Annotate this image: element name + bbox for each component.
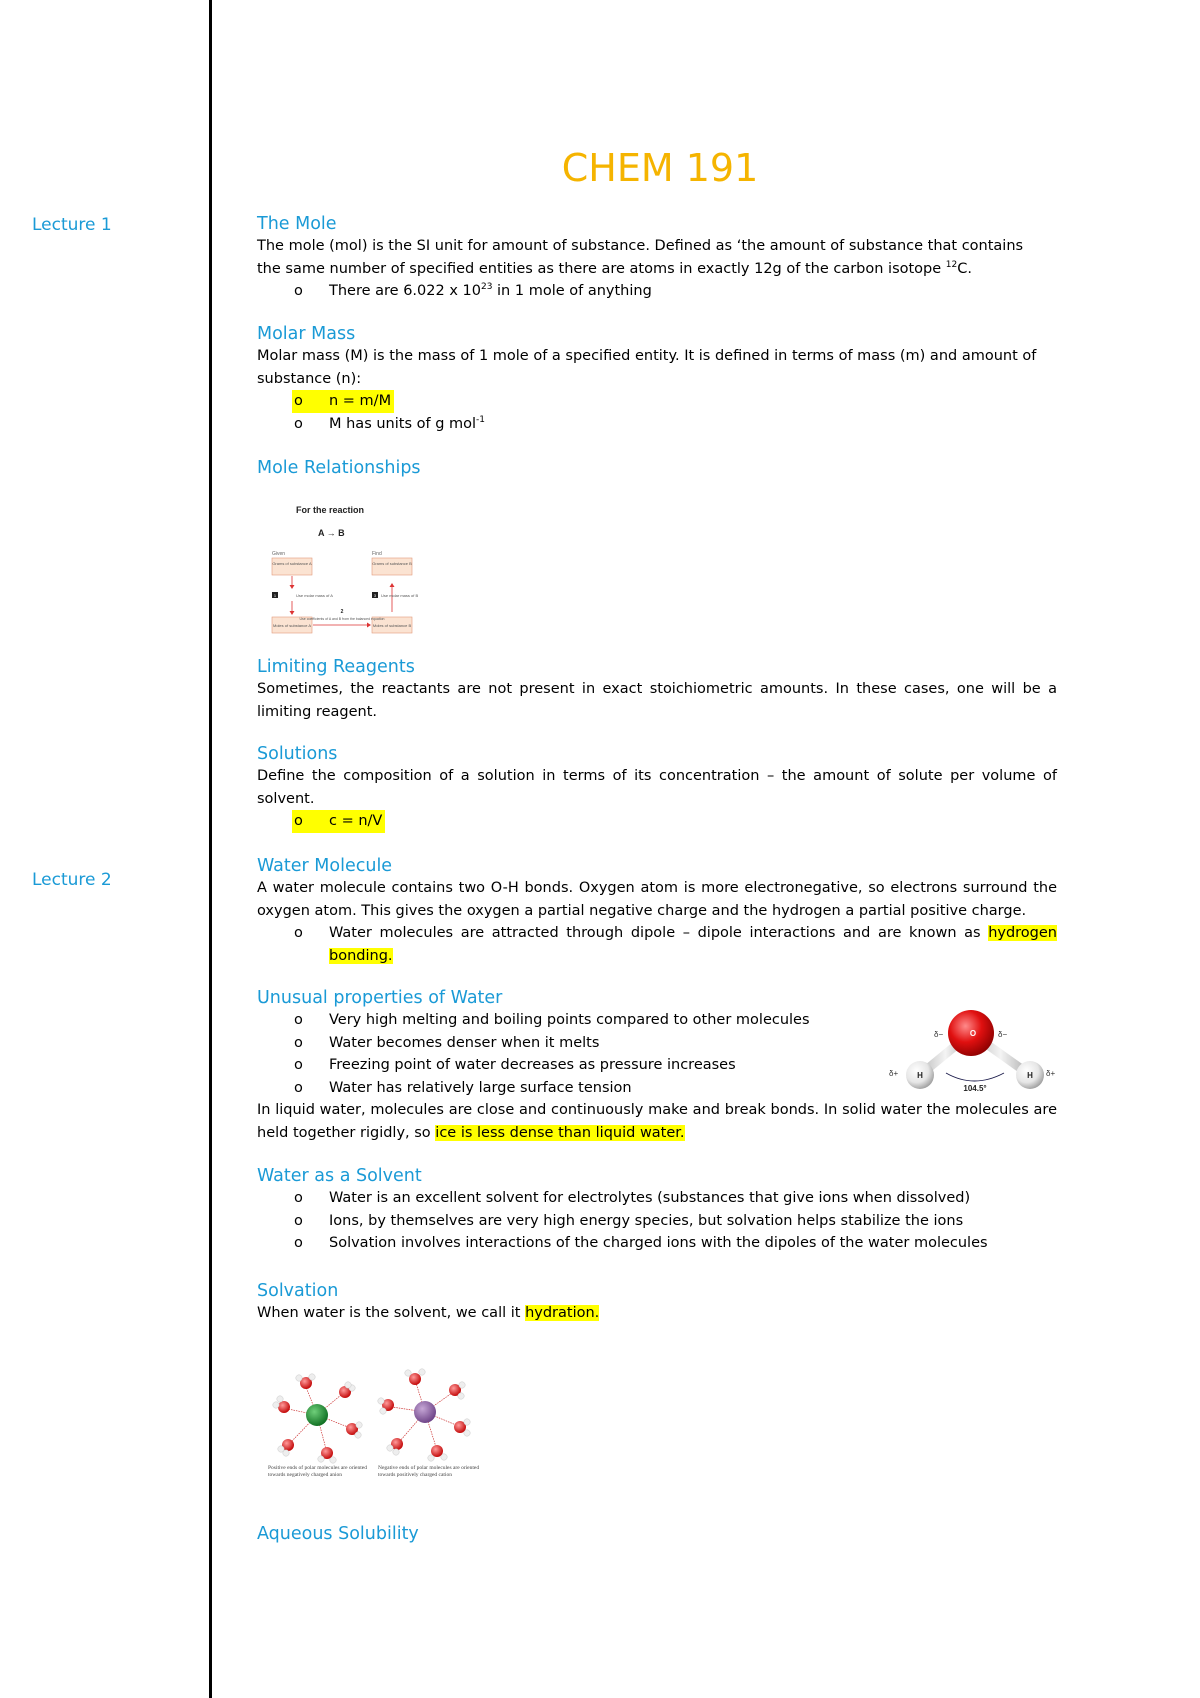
solvent-bullet-text: Ions, by themselves are very high energy species, but solvation helps stabilize the ions [329,1212,964,1229]
section-mole-relationships [257,457,1057,479]
diagram-reaction: A → B [318,528,345,538]
bullet-marker: o [294,1012,303,1028]
solvation-diagram [266,1365,488,1495]
diagram-title: For the reaction [296,505,365,515]
section-solutions [257,743,1057,833]
mole-text-line2 [257,258,1057,281]
hydrogen-label-left: H [917,1071,923,1080]
formula-n-m-m: n = m/M [329,393,392,409]
water-molecule-icon [449,1382,465,1399]
heading-limiting-reagents: Limiting Reagents [257,657,415,677]
molar-mass-text: Molar mass (M) is the mass of 1 mole of a specified entity. It is defined in terms of mass (m) and amount of substance (n): [257,348,1037,387]
avogadro-exponent: 23 [480,282,493,293]
solvation-caption-right-wrap [378,1465,482,1495]
water-molecule-icon [454,1419,470,1436]
solvent-bullet [257,1210,1057,1233]
step-mid-label: Use coefficients of A and B from the balanced equation [299,617,385,621]
solvation-text-a: When water is the solvent, we call it [257,1305,526,1321]
mole-relationships-diagram [266,500,426,635]
units-text: M has units of g mol [329,415,477,432]
unusual-bullet-text: Very high melting and boiling points compared to other molecules [329,1012,810,1028]
water-molecule-icon [428,1445,447,1461]
mole-text-line2-a: the same number of specified entities as there are atoms in exactly 12g of the carbon isotope [257,260,946,277]
delta-plus-left: δ+ [889,1069,899,1078]
section-aqueous-solubility [257,1523,1057,1545]
solvation-caption-right: Negative ends of polar molecules are oriented towards positively charged cation [378,1465,480,1478]
box-grams-a-label: Grams of substance A [272,561,312,566]
heading-the-mole: The Mole [257,214,337,234]
solvation-caption-left: Positive ends of polar molecules are oriented towards negatively charged anion [268,1465,367,1478]
box-grams-b-label: Grams of substance B [372,561,412,566]
unusual-bullet-text: Water becomes denser when it melts [329,1034,600,1051]
avogadro-text-b: in 1 mole of anything [492,283,652,299]
water-molecule-icon [318,1447,336,1463]
page-title: CHEM 191 [561,146,759,190]
bullet-marker: o [294,813,303,829]
heading-solvation: Solvation [257,1281,339,1301]
section-water-molecule [257,855,1057,967]
unusual-bullet-text: Freezing point of water decreases as pressure increases [329,1057,736,1073]
bullet-marker: o [294,1034,303,1051]
hydrogen-bonding-highlight: hydrogen bonding. [329,925,1057,964]
arrow-a-head [290,585,295,589]
water-molecule-icon [339,1382,355,1398]
unusual-text-a: In liquid water, molecules are close and continuously make and break bonds. In solid water the molecules are held together rigidly, so [257,1102,1057,1141]
angle-arc [946,1073,1004,1081]
margin-divider-line [209,0,212,1698]
bullet-marker: o [294,1235,303,1251]
mole-bullet [257,280,1057,303]
delta-minus-right: δ− [998,1030,1008,1039]
hydrogen-label-right: H [1027,1071,1033,1080]
water-molecule-diagram [884,1003,1064,1095]
step-mid-number: 2 [340,609,344,615]
heading-water-solvent: Water as a Solvent [257,1166,422,1186]
water-molecule-icon [405,1369,425,1385]
ice-less-dense-highlight: ice is less dense than liquid water. [435,1124,685,1141]
box-moles-a-label: Moles of substance A [272,623,312,628]
lecture-2-label: Lecture 2 [32,870,112,890]
arrow-mid-head [367,623,371,628]
bullet-marker: o [294,925,303,941]
water-molecule-icon [273,1396,290,1413]
heading-unusual-properties: Unusual properties of Water [257,988,503,1008]
molar-mass-units-bullet [257,413,1057,436]
bullet-marker: o [294,393,303,409]
avogadro-text-a: There are 6.022 x 10 [329,283,481,299]
molar-mass-formula-bullet [257,390,1057,413]
heading-mole-relationships: Mole Relationships [257,458,421,478]
find-label: Find [372,551,382,557]
dipole-text: Water molecules are attracted through dipole – dipole interactions and are known as [329,925,989,941]
solvation-text [257,1302,1057,1325]
section-limiting-reagents [257,656,1057,723]
delta-minus-left: δ− [934,1030,944,1039]
step-b-label: Use molar mass of B [381,593,419,598]
solvation-caption-left-wrap [268,1465,370,1495]
bullet-marker: o [294,1079,303,1096]
cation-sphere [414,1401,436,1423]
given-label: Given [272,551,286,557]
solvent-bullet-text: Water is an excellent solvent for electrolytes (substances that give ions when dissolved) [329,1190,971,1206]
unusual-text [257,1099,1057,1144]
step-a-number: 1 [273,593,277,598]
bullet-marker: o [294,415,303,432]
water-molecule-icon [346,1422,362,1438]
step-b-number: 3 [373,593,377,598]
anion-cluster [273,1374,362,1463]
heading-water-molecule: Water Molecule [257,856,393,876]
lecture-1-label: Lecture 1 [32,215,112,235]
delta-plus-right: δ+ [1046,1069,1056,1078]
bullet-marker: o [294,1190,303,1206]
water-molecule-icon [387,1438,403,1455]
isotope-superscript: 12 [945,259,958,270]
oxygen-label: O [969,1029,977,1038]
solutions-text: Define the composition of a solution in terms of its concentration – the amount of solute per volume of solvent. [257,768,1057,807]
unusual-bullet-text: Water has relatively large surface tension [329,1079,632,1096]
water-molecule-icon [278,1439,294,1456]
section-molar-mass [257,323,1057,435]
bond-angle-label: 104.5° [963,1084,987,1093]
formula-c-n-v: c = n/V [329,813,383,829]
units-exponent: -1 [476,414,486,425]
arrow-a-head-2 [290,611,295,615]
water-molecule-icon [378,1398,394,1414]
mole-text-line2-b: C. [957,260,972,277]
arrow-b-head [390,583,395,587]
section-the-mole [257,213,1057,303]
limiting-text: Sometimes, the reactants are not present in exact stoichiometric amounts. In these cases, one will be a limiting reagent. [257,681,1057,720]
box-moles-b-label: Moles of substance B [372,623,412,628]
step-a-label: Use molar mass of A [296,593,333,598]
bullet-marker: o [294,1057,303,1073]
water-molecule-bullet [257,922,1057,967]
bullet-marker: o [294,283,303,299]
solutions-formula-bullet [257,810,1057,833]
bullet-marker: o [294,1212,303,1229]
heading-solutions: Solutions [257,744,338,764]
hydration-highlight: hydration. [525,1305,600,1321]
solvent-bullet [257,1187,1057,1210]
water-molecule-text: A water molecule contains two O-H bonds. Oxygen atom is more electronegative, so electrons surround the oxygen atom. This gives the oxygen a partial negative charge and the hydrogen a partial positive charge. [257,880,1057,919]
section-water-solvent [257,1165,1057,1255]
mole-text-line1: The mole (mol) is the SI unit for amount of substance. Defined as ‘the amount of substance that contains [257,238,1024,254]
cation-cluster [378,1369,470,1461]
heading-aqueous-solubility: Aqueous Solubility [257,1524,419,1544]
heading-molar-mass: Molar Mass [257,324,356,344]
solvent-bullet-text: Solvation involves interactions of the charged ions with the dipoles of the water molecules [329,1235,988,1251]
anion-sphere [306,1404,328,1426]
section-solvation [257,1280,1057,1325]
water-molecule-icon [296,1374,315,1389]
solvent-bullet [257,1232,1057,1255]
